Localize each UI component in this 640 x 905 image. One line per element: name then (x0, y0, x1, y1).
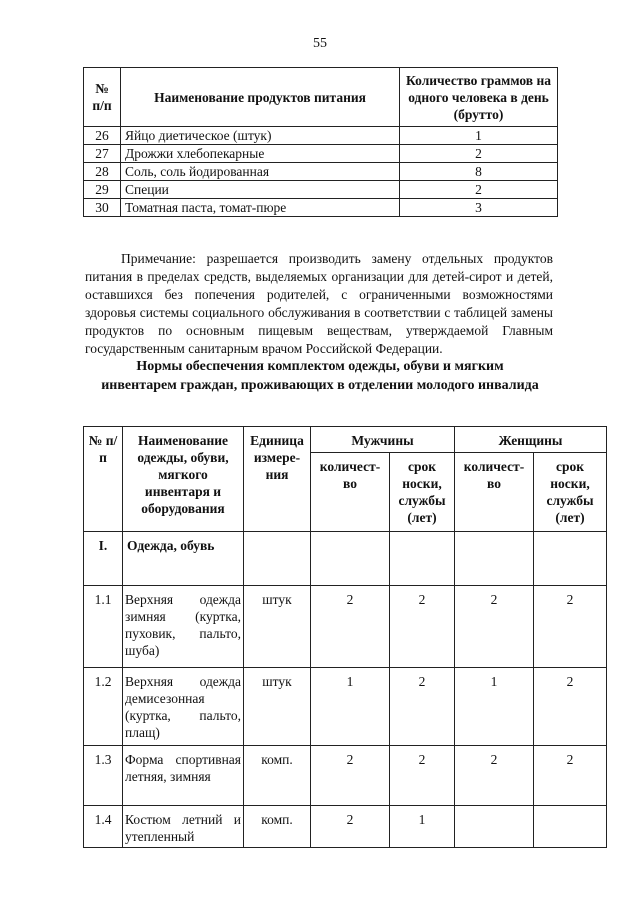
row-product: Томатная паста, томат-пюре (121, 199, 400, 217)
row-men-term: 2 (390, 746, 455, 806)
row-num: 1.2 (84, 668, 123, 746)
row-num: 1.3 (84, 746, 123, 806)
section-title (60, 357, 580, 395)
row-women-qty: 1 (455, 668, 534, 746)
table-header-row (84, 427, 607, 453)
table-row (84, 746, 607, 806)
header-num: № п/п (84, 427, 123, 532)
table-row (84, 163, 558, 181)
section-row (84, 532, 607, 586)
note-paragraph: Примечание: разрешается производить замену отдельных продуктов питания в пределах средств, выделяемых организации для детей-сирот и детей, оставшихся без попечения родителей, с ограниченными возможностями здоровья системы социального обслуживания в соответствии с таблицей замены продуктов по основным пищевым веществам, утверждаемой Главным государственным санитарным врачом Российской Федерации. (85, 250, 553, 356)
row-qty: 8 (400, 163, 558, 181)
header-unit: Единица измере-ния (244, 427, 311, 532)
header-women-term: срок носки, службы (лет) (534, 453, 607, 532)
row-num: 30 (84, 199, 121, 217)
section-name: Одежда, обувь (123, 532, 244, 586)
row-men-term: 2 (390, 586, 455, 668)
row-qty: 1 (400, 127, 558, 145)
row-women-term (534, 806, 607, 848)
row-men-term: 1 (390, 806, 455, 848)
table-row (84, 127, 558, 145)
header-num: № п/п (84, 68, 121, 127)
row-women-qty: 2 (455, 586, 534, 668)
row-num: 28 (84, 163, 121, 181)
row-men-term: 2 (390, 668, 455, 746)
row-unit: комп. (244, 806, 311, 848)
row-unit: штук (244, 668, 311, 746)
header-men-term: срок носки, службы (лет) (390, 453, 455, 532)
table-row (84, 806, 607, 848)
row-product: Специи (121, 181, 400, 199)
row-unit: штук (244, 586, 311, 668)
table-row (84, 199, 558, 217)
row-men-qty: 2 (311, 586, 390, 668)
header-product-name: Наименование продуктов питания (121, 68, 400, 127)
row-women-qty (455, 806, 534, 848)
row-num: 29 (84, 181, 121, 199)
row-num: 1.4 (84, 806, 123, 848)
row-num: 1.1 (84, 586, 123, 668)
section-num: I. (84, 532, 123, 586)
table-row (84, 181, 558, 199)
table-row (84, 586, 607, 668)
row-product: Яйцо диетическое (штук) (121, 127, 400, 145)
section-title-line-2: инвентарем граждан, проживающих в отделении молодого инвалида (101, 378, 539, 393)
header-women-qty: количест-во (455, 453, 534, 532)
header-grams: Количество граммов на одного человека в день (брутто) (400, 68, 558, 127)
row-unit: комп. (244, 746, 311, 806)
row-item-name: Костюм летний и утепленный (123, 806, 244, 848)
row-men-qty: 1 (311, 668, 390, 746)
row-men-qty: 2 (311, 806, 390, 848)
row-qty: 2 (400, 145, 558, 163)
row-product: Соль, соль йодированная (121, 163, 400, 181)
row-item-name: Верхняя одежда демисезонная (куртка, пальто, плащ) (123, 668, 244, 746)
table-row (84, 668, 607, 746)
row-women-term: 2 (534, 586, 607, 668)
row-women-term: 2 (534, 746, 607, 806)
header-item-name: Наименование одежды, обуви, мягкого инвентаря и оборудования (123, 427, 244, 532)
food-norms-table (83, 67, 558, 217)
header-men-qty: количест-во (311, 453, 390, 532)
row-item-name: Верхняя одежда зимняя (куртка, пуховик, пальто, шуба) (123, 586, 244, 668)
row-men-qty: 2 (311, 746, 390, 806)
section-title-line-1: Нормы обеспечения комплектом одежды, обуви и мягким (136, 359, 504, 374)
clothing-norms-table (83, 426, 607, 848)
header-women: Женщины (455, 427, 607, 453)
row-product: Дрожжи хлебопекарные (121, 145, 400, 163)
row-women-qty: 2 (455, 746, 534, 806)
row-num: 27 (84, 145, 121, 163)
row-item-name: Форма спортивная летняя, зимняя (123, 746, 244, 806)
row-qty: 3 (400, 199, 558, 217)
row-women-term: 2 (534, 668, 607, 746)
row-num: 26 (84, 127, 121, 145)
table-header-row (84, 68, 558, 127)
page-number: 55 (313, 36, 327, 51)
row-qty: 2 (400, 181, 558, 199)
header-men: Мужчины (311, 427, 455, 453)
table-row (84, 145, 558, 163)
